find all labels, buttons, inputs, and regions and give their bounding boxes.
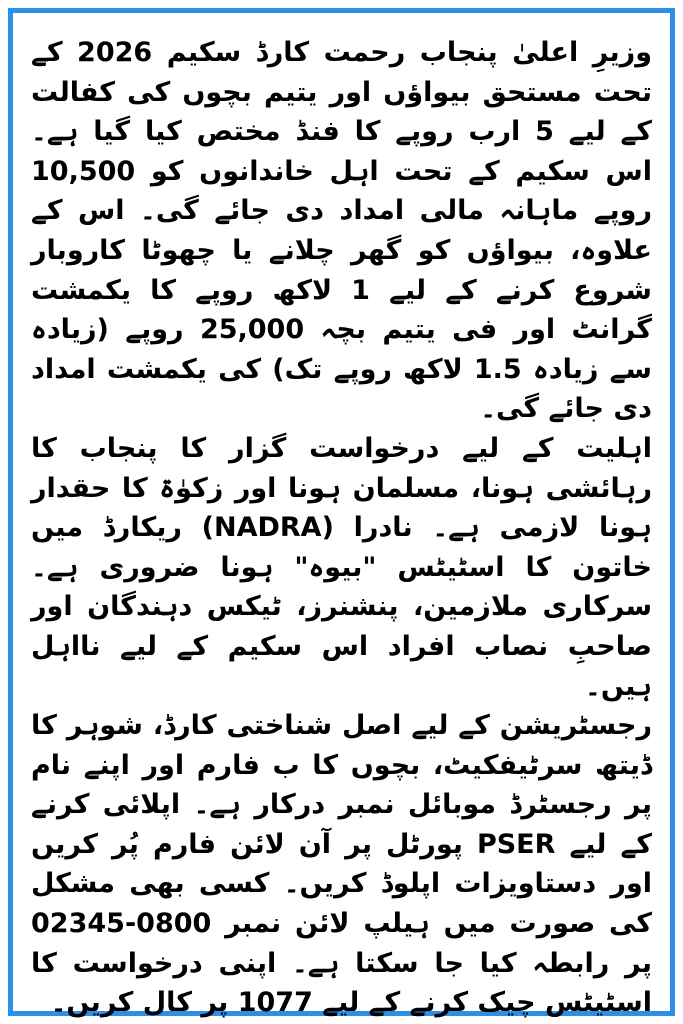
paragraph-scheme-overview: وزیرِ اعلیٰ پنجاب رحمت کارڈ سکیم 2026 کے تحت مستحق بیواؤں اور یتیم بچوں کی کفالت کے لیے 5 ارب روپے کا فنڈ مختص کیا گیا ہے۔ اس سکیم کے تحت اہل خاندانوں کو 10,500 روپے ماہانہ مالی امداد دی جائے گی۔ اس کے علاوہ، بیواؤں کو گھر چلانے یا چھوٹا کاروبار شروع کرنے کے لیے 1 لاکھ روپے کا یکمشت گرانٹ اور فی یتیم بچہ 25,000 روپے (زیادہ سے زیادہ 1.5 لاکھ روپے تک) کی یکمشت امداد دی جائے گی۔ xyxy=(31,37,653,425)
article-body xyxy=(31,33,652,1023)
page-border xyxy=(8,8,675,1019)
paragraph-registration: رجسٹریشن کے لیے اصل شناختی کارڈ، شوہر کا ڈیتھ سرٹیفکیٹ، بچوں کا ب فارم اور اپنے نام پر رجسٹرڈ موبائل نمبر درکار ہے۔ اپلائی کرنے کے لیے PSER پورٹل پر آن لائن فارم پُر کریں اور دستاویزات اپلوڈ کریں۔ کسی بھی مشکل کی صورت میں ہیلپ لائن نمبر 0800-02345 پر رابطہ کیا جا سکتا ہے۔ اپنی درخواست کا اسٹیٹس چیک کرنے کے لیے 1077 پر کال کریں۔ xyxy=(31,710,652,1019)
paragraph-eligibility: اہلیت کے لیے درخواست گزار کا پنجاب کا رہائشی ہونا، مسلمان ہونا اور زکوٰۃ کا حقدار ہونا لازمی ہے۔ نادرا (NADRA) ریکارڈ میں خاتون کا اسٹیٹس "بیوہ" ہونا ضروری ہے۔ سرکاری ملازمین، پنشنرز، ٹیکس دہندگان اور صاحبِ نصاب افراد اس سکیم کے لیے نااہل ہیں۔ xyxy=(31,432,652,702)
